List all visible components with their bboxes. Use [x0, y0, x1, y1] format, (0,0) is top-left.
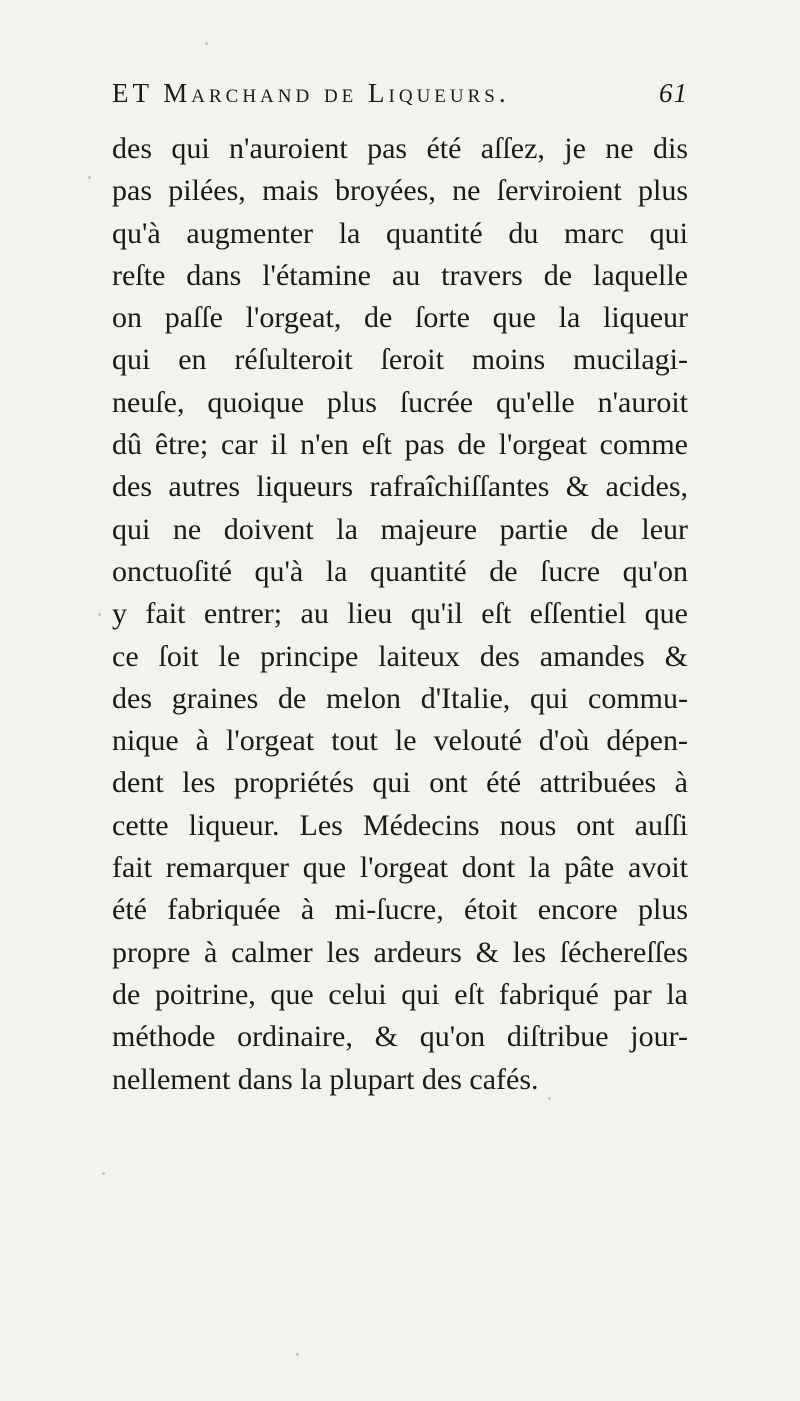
paper-speck: [205, 42, 208, 45]
text-line: ce ſoit le principe laiteux des amandes &: [112, 639, 688, 673]
text-line: reſte dans l'étamine au travers de laquelle: [112, 258, 688, 292]
text-line: des graines de melon d'Italie, qui commu-: [112, 681, 688, 715]
paper-speck: [88, 176, 91, 179]
text-line: on paſſe l'orgeat, de ſorte que la liqueur: [112, 301, 688, 335]
text-line: neuſe, quoique plus ſucrée qu'elle n'auroit: [112, 385, 688, 419]
paper-speck: [98, 613, 101, 616]
paper-speck: [102, 1172, 105, 1175]
text-line: onctuoſité qu'à la quantité de ſucre qu'on: [112, 554, 688, 588]
text-line: des qui n'auroient pas été aſſez, je ne dis: [112, 132, 688, 165]
text-line: méthode ordinaire, & qu'on diſtribue jour-: [112, 1020, 688, 1054]
text-line: nellement dans la plupart des cafés.: [112, 1062, 539, 1096]
body-text: [112, 128, 688, 1101]
text-line: été fabriquée à mi-ſucre, étoit encore plus: [112, 893, 688, 927]
text-line: nique à l'orgeat tout le velouté d'où dépen-: [112, 724, 688, 758]
running-head: [112, 78, 688, 122]
paper-speck: [548, 1097, 551, 1100]
text-line: qui ne doivent la majeure partie de leur: [112, 512, 688, 546]
text-line: dû être; car il n'en eſt pas de l'orgeat comme: [112, 428, 688, 462]
text-line: y fait entrer; au lieu qu'il eſt eſſentiel que: [112, 597, 688, 631]
text-line: qui en réſulteroit ſeroit moins mucilagi-: [112, 343, 688, 377]
text-line: propre à calmer les ardeurs & les ſéchereſſes: [112, 935, 688, 969]
text-line: pas pilées, mais broyées, ne ſerviroient plus: [112, 174, 688, 208]
page-number: 61: [659, 78, 688, 108]
text-line: des autres liqueurs rafraîchiſſantes & acides,: [112, 470, 688, 504]
running-head-title: ET Marchand de Liqueurs.: [112, 78, 510, 108]
text-line: dent les propriétés qui ont été attribuées à: [112, 766, 688, 800]
text-line: cette liqueur. Les Médecins nous ont auſſi: [112, 808, 688, 842]
text-line: fait remarquer que l'orgeat dont la pâte avoit: [112, 851, 688, 885]
paper-speck: [296, 1353, 299, 1356]
text-line: de poitrine, que celui qui eſt fabriqué par la: [112, 977, 688, 1011]
text-line: qu'à augmenter la quantité du marc qui: [112, 216, 688, 250]
